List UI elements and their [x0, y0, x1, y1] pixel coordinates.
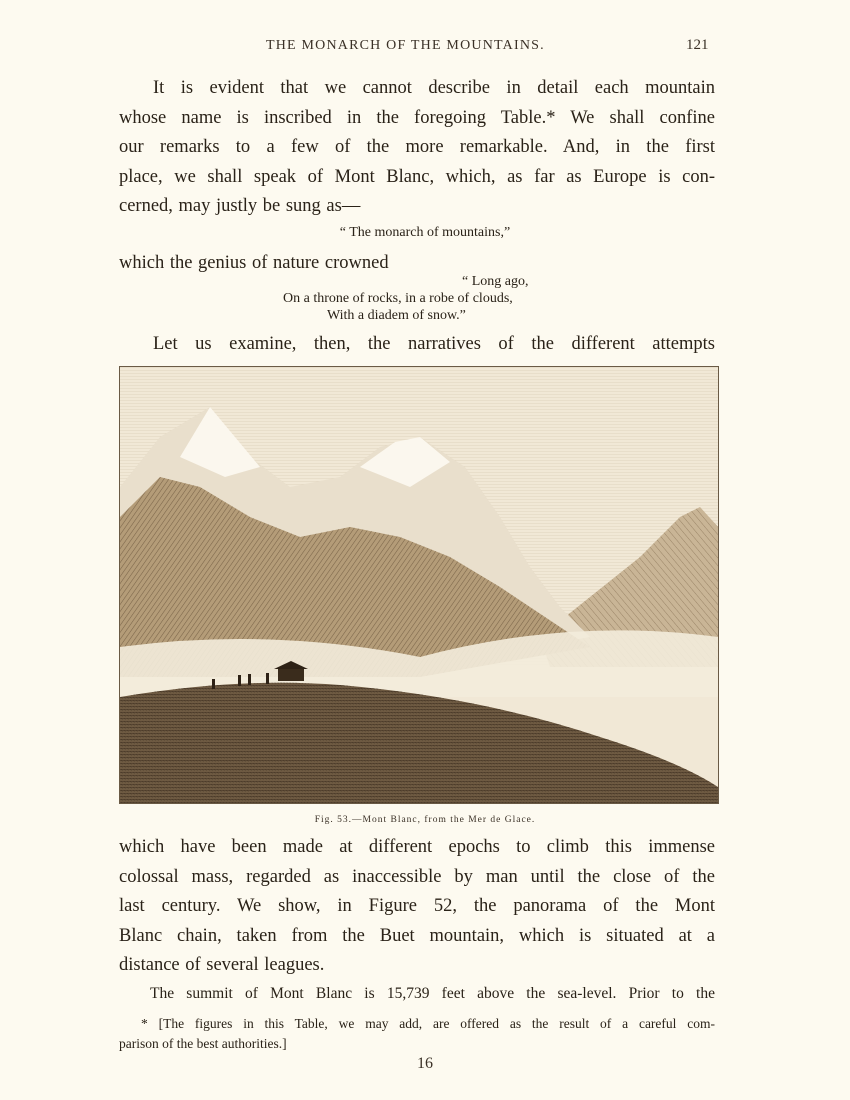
quote-line: “ Long ago, — [462, 274, 529, 289]
paragraph-intro — [119, 74, 715, 222]
text-line: The summit of Mont Blanc is 15,739 feet above the sea-level. Prior to the — [150, 985, 715, 1002]
text-line: which have been made at different epochs to climb this immense — [119, 837, 715, 857]
running-title: THE MONARCH OF THE MOUNTAINS. — [266, 38, 545, 53]
text-line: place, we shall speak of Mont Blanc, which, as far as Europe is con- — [119, 166, 715, 187]
figure-caption: Fig. 53.—Mont Blanc, from the Mer de Glace. — [314, 815, 536, 825]
signature-mark: 16 — [417, 1055, 433, 1072]
quote-monarch: “ The monarch of mountains,” — [339, 225, 511, 240]
text-line: Let us examine, then, the narratives of the different attempts — [153, 334, 715, 354]
figure-engraving — [119, 366, 719, 804]
footnote — [119, 1014, 715, 1054]
footnote-line: * [The figures in this Table, we may add, are offered as the result of a careful com- — [141, 1016, 715, 1031]
text-line: Blanc chain, taken from the Buet mountain, which is situated at a — [119, 925, 715, 946]
text-line: It is evident that we cannot describe in detail each mountain — [153, 78, 715, 98]
text-line: which the genius of nature crowned — [119, 253, 389, 273]
mont-blanc-engraving — [120, 367, 718, 803]
paragraph-summit — [119, 983, 715, 1005]
quote-line: On a throne of rocks, in a robe of clouds, — [283, 291, 513, 306]
footnote-line: parison of the best authorities.] — [119, 1036, 287, 1051]
text-line: our remarks to a few of the more remarkable. And, in the first — [119, 137, 715, 157]
quote-line: With a diadem of snow.” — [327, 308, 466, 323]
quote-diadem — [270, 273, 570, 324]
text-line: last century. We show, in Figure 52, the panorama of the Mont — [119, 896, 715, 916]
text-line: colossal mass, regarded as inaccessible by man until the close of the — [119, 866, 715, 887]
paragraph-attempts — [119, 833, 715, 981]
paragraph-examine — [119, 330, 715, 360]
text-line: cerned, may justly be sung as— — [119, 196, 361, 216]
text-line: distance of several leagues. — [119, 955, 325, 975]
page-number: 121 — [686, 37, 709, 53]
text-line: whose name is inscribed in the foregoing Table.* We shall confine — [119, 107, 715, 128]
